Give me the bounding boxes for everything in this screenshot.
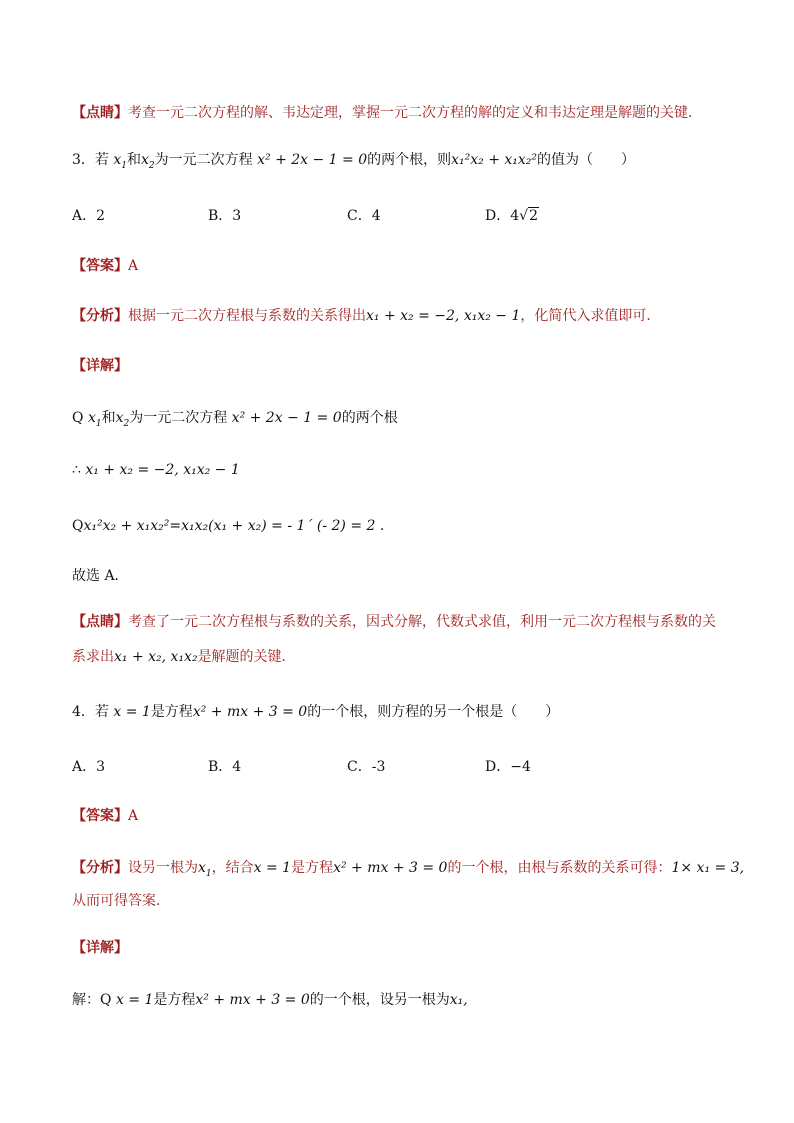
math-x1: $x_1$ xyxy=(87,410,102,429)
detail-3-line-2 xyxy=(72,460,240,480)
math-x1: x₁, xyxy=(449,992,468,1008)
answer-value: A xyxy=(128,808,139,824)
text: 是方程 xyxy=(291,860,334,876)
text: ，结合 xyxy=(211,860,254,876)
therefore-symbol: ∴ xyxy=(72,462,81,478)
detail-tag: 【详解】 xyxy=(72,940,128,956)
detail-4-line-1 xyxy=(72,990,468,1010)
analysis-4-line-1 xyxy=(72,858,744,878)
note-text: 系求出 xyxy=(72,649,114,665)
question-3 xyxy=(72,150,635,170)
detail-3-tag xyxy=(72,356,128,376)
equation: x² + mx + 3 = 0 xyxy=(192,704,308,720)
note-text: 考查了一元二次方程根与系数的关系，因式分解，代数式求值，利用一元二次方程根与系数的关 xyxy=(128,614,716,630)
option-a[interactable]: A．2 xyxy=(72,208,106,224)
text: 的一个根，由根与系数的关系可得： xyxy=(447,860,672,876)
text: 是方程 xyxy=(150,704,193,720)
answer-value: A xyxy=(128,258,139,274)
analysis-text-2: ，化简代入求值即可． xyxy=(520,308,661,324)
option-c[interactable]: C．-3 xyxy=(347,759,386,775)
condition: x = 1 xyxy=(253,860,292,876)
because-symbol: Q xyxy=(72,518,84,534)
math-x1: $x_1$ xyxy=(113,152,128,171)
text: 和 xyxy=(127,152,142,168)
answer-tag: 【答案】 xyxy=(72,258,128,274)
text: 的两个根 xyxy=(341,410,398,426)
answer-tag: 【答案】 xyxy=(72,808,128,824)
note-3-line-2 xyxy=(72,647,296,667)
option-a[interactable]: A．3 xyxy=(72,759,106,775)
because-symbol: Q xyxy=(72,410,84,426)
expression: x₁ + x₂ = −2, x₁x₂ − 1 xyxy=(85,462,240,478)
equation: x² + mx + 3 = 0 xyxy=(195,992,310,1008)
math-x1: $x_1$ xyxy=(198,860,212,879)
condition: x = 1 xyxy=(115,992,154,1008)
note-text: 考查一元二次方程的解、韦达定理，掌握一元二次方程的解的定义和韦达定理是解题的关键． xyxy=(128,105,702,121)
detail-3-line-1 xyxy=(72,408,398,428)
option-d-coef: 4 xyxy=(510,208,520,224)
analysis-4-line-2 xyxy=(72,891,170,911)
equation: x² + 2x − 1 = 0 xyxy=(231,410,342,426)
expression: x₁²x₂ + x₁x₂² xyxy=(451,152,538,168)
text: 为一元二次方程 xyxy=(154,152,253,168)
text: 解： xyxy=(72,992,100,1008)
detail-4-tag xyxy=(72,938,128,958)
option-d[interactable]: D．−4 xyxy=(485,759,531,775)
option-d-label: D． xyxy=(485,208,511,224)
math-x2: $x_2$ xyxy=(141,152,155,171)
equation: x² + mx + 3 = 0 xyxy=(333,860,448,876)
note-paragraph xyxy=(72,103,702,123)
expression: x₁²x₂ + x₁x₂²=x₁x₂(x₁ + x₂) = - 1´ (- 2) = 2 . xyxy=(83,518,385,534)
math-x2: $x_2$ xyxy=(115,410,130,429)
text: 的一个根，则方程的另一个根是（ ） xyxy=(307,704,560,720)
question-number: 3．若 xyxy=(72,152,109,168)
note-3-line-1 xyxy=(72,612,716,632)
equation: x² + 2x − 1 = 0 xyxy=(257,152,368,168)
answer-3 xyxy=(72,256,138,276)
option-b[interactable]: B．4 xyxy=(208,759,242,775)
option-d-root: 2 xyxy=(529,208,538,224)
detail-3-line-3 xyxy=(72,516,384,536)
text: 的两个根，则 xyxy=(367,152,452,168)
analysis-expression: x₁ + x₂ = −2, x₁x₂ − 1 xyxy=(366,308,521,324)
detail-tag: 【详解】 xyxy=(72,358,128,374)
condition: x = 1 xyxy=(113,704,151,720)
text: 为一元二次方程 xyxy=(129,410,228,426)
question-number: 4．若 xyxy=(72,704,109,720)
because-symbol: Q xyxy=(100,992,112,1008)
note-tag: 【点睛】 xyxy=(72,105,128,121)
note-tag: 【点睛】 xyxy=(72,614,128,630)
option-d[interactable]: D．4√2 xyxy=(485,208,538,224)
analysis-tag: 【分析】 xyxy=(72,308,128,324)
expression: 1× x₁ = 3, xyxy=(671,860,745,876)
detail-3-line-4: 故选 A． xyxy=(72,568,129,584)
note-expression: x₁ + x₂, x₁x₂ xyxy=(114,649,198,665)
analysis-3 xyxy=(72,306,660,326)
text: 的值为（ ） xyxy=(537,152,636,168)
answer-4 xyxy=(72,806,138,826)
note-text-2: 是解题的关键． xyxy=(197,649,296,665)
question-4 xyxy=(72,702,559,722)
text: 和 xyxy=(101,410,116,426)
text: 的一个根，设另一根为 xyxy=(309,992,450,1008)
analysis-text: 从而可得答案． xyxy=(72,893,170,909)
analysis-tag: 【分析】 xyxy=(72,860,128,876)
option-c[interactable]: C．4 xyxy=(347,208,381,224)
analysis-text: 根据一元二次方程根与系数的关系得出 xyxy=(128,308,366,324)
analysis-text: 设另一根为 xyxy=(128,860,198,876)
option-b[interactable]: B．3 xyxy=(208,208,242,224)
text: 是方程 xyxy=(153,992,196,1008)
